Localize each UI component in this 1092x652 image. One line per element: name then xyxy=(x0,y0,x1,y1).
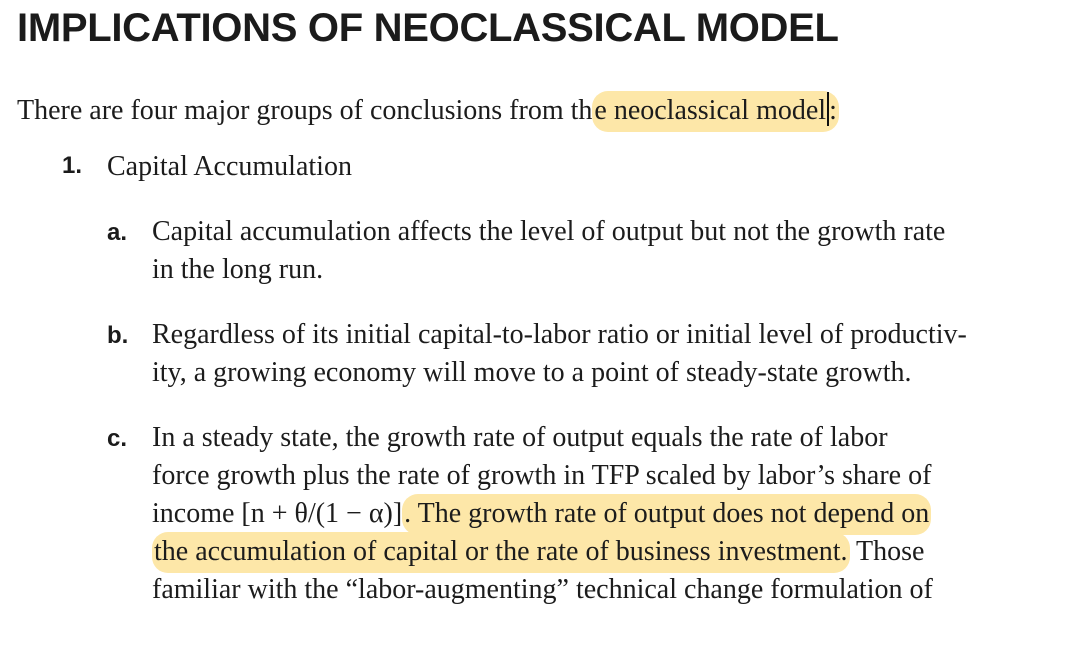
highlight-neoclassical-model[interactable] xyxy=(592,91,838,132)
sub-item-c xyxy=(152,419,1077,609)
page-title: IMPLICATIONS OF NEOCLASSICAL MODEL xyxy=(17,6,839,50)
highlight-text: e neoclassical model xyxy=(594,95,827,126)
list-number-1: 1. xyxy=(62,152,83,179)
sub-item-c-line-2: force growth plus the rate of growth in TFP scaled by labor’s share of xyxy=(152,460,932,491)
intro-colon: : xyxy=(829,95,837,126)
sub-item-c-line-5: familiar with the “labor-augmenting” technical change formulation of xyxy=(152,574,933,605)
sub-letter-c: c. xyxy=(107,425,128,452)
income-formula: income [n + θ/(1 − α)] xyxy=(152,498,403,529)
sub-letter-b: b. xyxy=(107,322,129,349)
sub-item-a-line-1: Capital accumulation affects the level of output but not the growth rate xyxy=(152,216,946,247)
sub-item-b-line-1: Regardless of its initial capital-to-labor ratio or initial level of productiv- xyxy=(152,319,967,350)
sub-item-b-line-2: ity, a growing economy will move to a point of steady-state growth. xyxy=(152,357,912,388)
sub-item-c-line-1: In a steady state, the growth rate of output equals the rate of labor xyxy=(152,422,888,453)
sub-item-b xyxy=(152,316,1077,392)
highlight-growth-rate[interactable]: . The growth rate of output does not depend on xyxy=(402,494,931,535)
intro-paragraph xyxy=(17,92,839,130)
sub-item-c-line-4 xyxy=(152,533,1077,571)
highlight-accumulation[interactable]: the accumulation of capital or the rate of business investment. xyxy=(152,532,850,573)
sub-letter-a: a. xyxy=(107,219,128,246)
sub-item-a xyxy=(152,213,1077,289)
those-text: Those xyxy=(849,536,925,567)
sub-item-a-line-2: in the long run. xyxy=(152,254,324,285)
sub-item-c-line-3 xyxy=(152,495,1077,533)
intro-text: There are four major groups of conclusions from th xyxy=(17,95,593,126)
list-item-capital-accumulation: Capital Accumulation xyxy=(107,151,352,182)
